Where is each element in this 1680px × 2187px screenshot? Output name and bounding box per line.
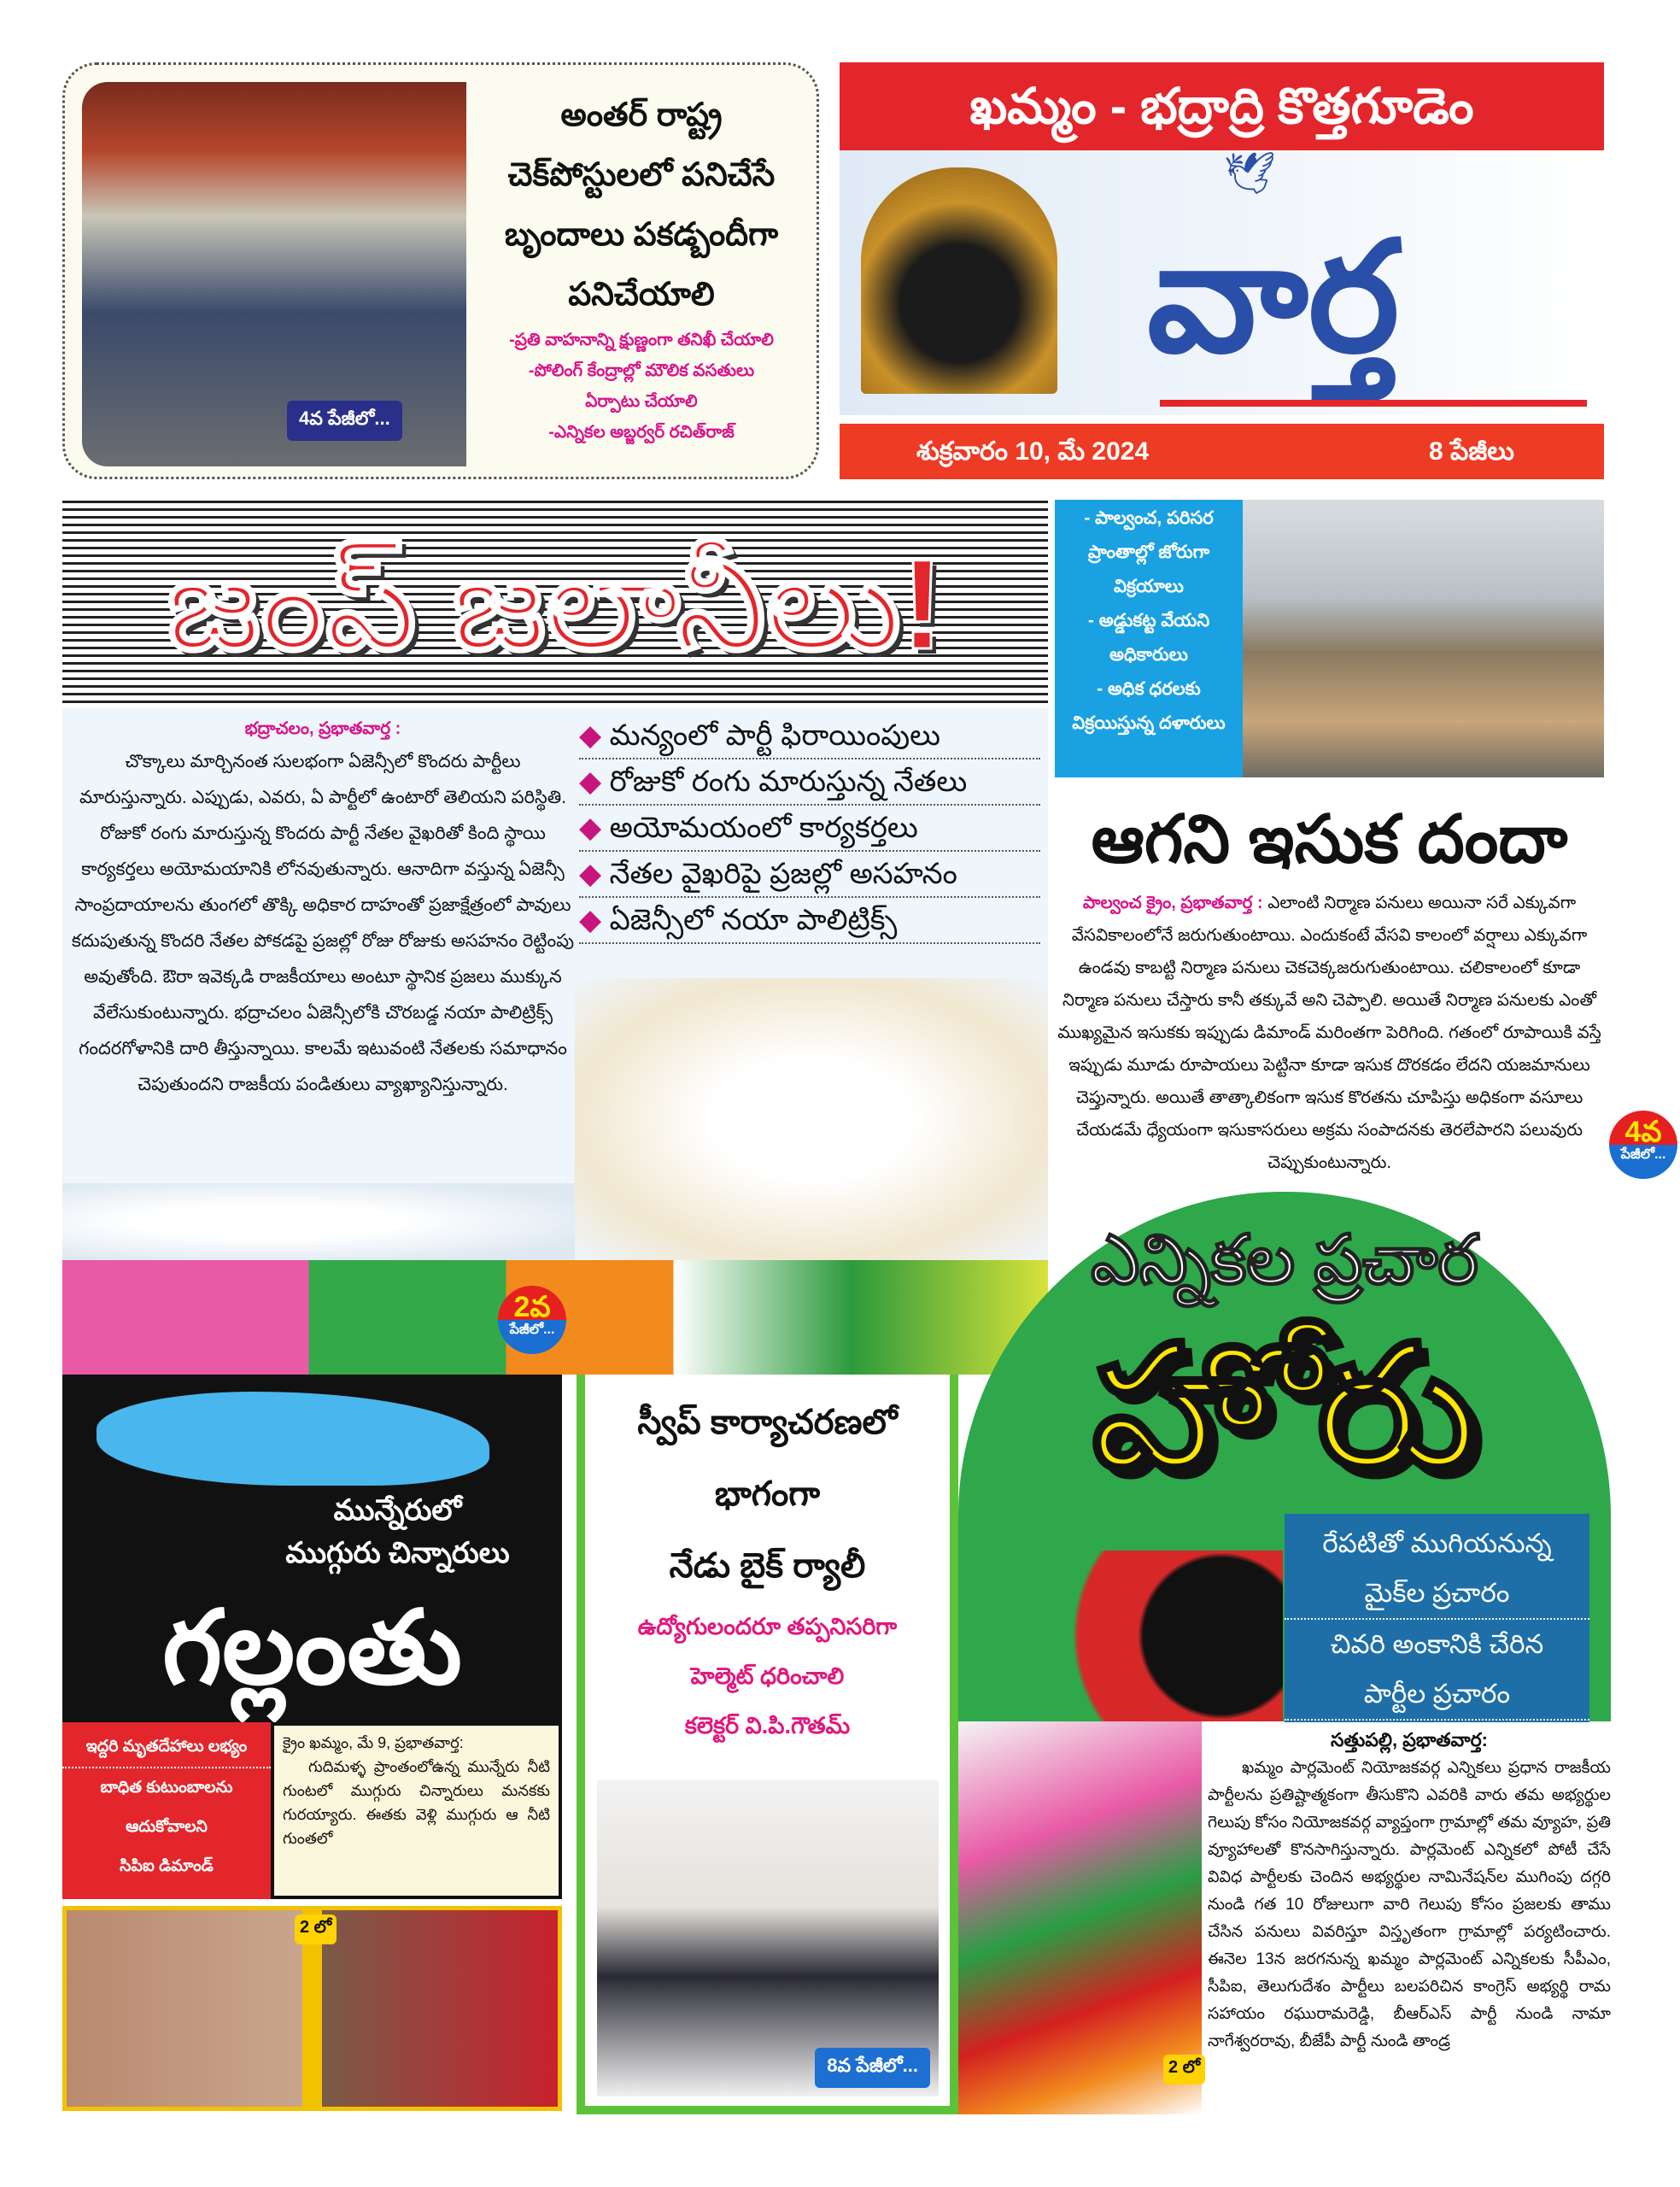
diamond-icon: ◆ [579,858,602,890]
top-story-headline-3: బృందాలు పకడ్బందీగా [504,217,779,253]
lead-body: చొక్కాలు మార్చినంత సులభంగా ఏజెన్సీలో కొందరు పార్టీలు మారుస్తున్నారు. ఎప్పుడు, ఎవరు, ఏ పార్టీలో ఉంటారో తెలియని పరిస్థితి. రోజుకో రంగు మారుస్తున్న కొందరు పార్టీ నేతల వైఖరితో కింది స్థాయి కార్యకర్తలు అయోమయానికి లోనవుతున్నారు. ఆనాదిగా వస్తున్న ఏజెన్సీ సాంప్రదాయాలను తుంగలో తొక్కి అధికార దాహంతో ప్రజాక్షేత్రంలో పావులు కదుపుతున్న కొందరి నేతల పోకడపై ప్రజల్లో రోజు రోజుకు అసహనం రెట్టింపు అవుతోంది. ఔరా ఇవెక్కడి రాజకీయాలు అంటూ స్థానిక ప్రజలు ముక్కున వేలేసుకుంటున్నారు. భద్రాచలం ఏజెన్సీలోకి చొరబడ్డ నయా పాలిట్రిక్స్ గందరగోళానికి దారి తీస్తున్నాయి. కాలమే ఇటువంటి నేతలకు సమాధానం చెపుతుందని రాజకీయ పండితులు వ్యాఖ్యానిస్తున్నారు. [71,752,575,1094]
sand-sidebar-line: విక్రయిస్తున్న దళారులు [1072,713,1226,733]
drowning-story [62,1375,562,2111]
sveep-subhead: ఉద్యోగులందరూ తప్పనిసరిగా [637,1614,898,1639]
drowning-sidebar [62,1722,271,1899]
sand-sidebar-line: ప్రాంతాల్లో జోరుగా [1087,542,1210,562]
page-count: 8 పేజీలు [1429,437,1514,466]
diamond-icon: ◆ [579,812,602,844]
sand-photo [1243,500,1604,777]
date-bar [840,424,1604,479]
continued-badge[interactable]: 2 లో [295,1914,337,1944]
megaphone-image [975,1551,1283,1721]
logo-area [840,150,1604,415]
drowning-sidebar-line: సిపిఐ డిమాండ్ [120,1857,214,1875]
top-story-bullet: -పోలింగ్ కేంద్రాల్లో మౌలిక వసతులు [528,361,755,380]
drowning-body: గుదిమళ్ళ ప్రాంతంలోఉన్న మున్నేరు నీటి గుంటలో ముగ్గురు చిన్నారులు మనకకు గురయ్యారు. ఈతకు వెళ్లి ముగ్గురు ఆ నీటి గుంతలో [283,1758,550,1847]
campaign-subhead: రేపటితో ముగియనున్న [1322,1528,1552,1558]
sand-headline: ఆగని ఇసుక దందా [1091,801,1568,877]
leaders-cartoon [62,1183,575,1260]
drowning-sidebar-line: ఇద్దరి మృతదేహాలు లభ్యం [62,1727,271,1768]
top-story-bullet: -ప్రతి వాహనాన్ని క్షుణ్ణంగా తనిఖీ చేయాలి [509,331,774,349]
logo-underline [1160,400,1587,407]
issue-date: శుక్రవారం 10, మే 2024 [916,437,1150,466]
top-story-bullet: ఏర్పాటు చేయాలి [585,392,698,411]
campaign-headline: హోరు [1092,1312,1478,1503]
continued-badge[interactable]: 4వ పేజీలో... [287,401,402,441]
sand-sidebar-line: - అడ్డుకట్ట వేయని [1087,611,1210,630]
sand-body-paragraph [1055,887,1604,1179]
sand-sidebar-line: - పాల్వంచ, పరిసర [1084,508,1214,528]
lead-bullet-text: రోజుకో రంగు మారుస్తున్న నేతలు [609,765,968,798]
lead-story [62,500,1048,1375]
lead-bullet [579,898,1040,944]
lead-bullet-text: ఏజెన్సీలో నయా పాలిట్రిక్స్ [609,904,898,936]
lead-bullet [579,759,1040,806]
lead-bullet-text: మన్యంలో పార్టీ ఫిరాయింపులు [609,719,941,752]
top-story-headline-1: అంతర్ రాష్ట్ర [560,97,723,133]
lead-bullet-text: నేతల వైఖరిపై ప్రజల్లో అసహనం [609,858,957,890]
top-story-headline-4: పనిచేయాలి [568,277,715,313]
top-story-box [62,62,819,479]
diamond-icon: ◆ [579,765,602,798]
top-story-headline-2: చెక్‌పోస్టులలో పనిచేసే [507,157,776,193]
dove-icon: 🕊 [1224,151,1276,196]
lead-bullets [579,713,1040,944]
drowning-kicker-1: మున్నేరులో [333,1494,462,1527]
drowning-kicker-2: ముగ్గురు చిన్నారులు [285,1537,510,1569]
checkpost-photo [82,82,466,466]
campaign-kicker: ఎన్నికల ప్రచార [1091,1222,1478,1298]
lead-headline-band [62,500,1048,708]
lead-dateline: భద్రాచలం, ప్రభాతవార్త : [244,719,401,738]
edition-banner: ఖమ్మం - భద్రాద్రి కొత్తగూడెం [840,62,1604,150]
campaign-subhead: చివరి అంకానికి చేరిన [1330,1629,1544,1659]
campaign-subhead: మైక్‌ల ప్రచారం [1285,1568,1589,1620]
drowning-text-box [271,1722,562,1899]
drowning-sidebar-line: ఆదుకోవాలని [126,1818,208,1836]
campaign-dateline: సత్తుపల్లి, ప్రభాతవార్త: [1331,1729,1488,1750]
drowning-header [62,1375,562,1722]
sveep-headline: స్వీప్ కార్యాచరణలో [637,1404,898,1441]
campaign-subheads [1285,1514,1589,1722]
continued-badge[interactable]: 2వ పేజీలో... [498,1286,566,1354]
diamond-icon: ◆ [579,904,602,936]
masthead [840,62,1604,479]
lead-bullet-text: అయోమయంలో కార్యకర్తలు [609,812,918,844]
continued-badge[interactable]: 4వ పేజీలో... [1609,1111,1677,1179]
deity-image [861,167,1057,394]
sveep-story [577,1375,958,2114]
drowning-headline: గల్లంతు [162,1591,462,1705]
campaign-subhead: పార్టీల ప్రచారం [1285,1669,1589,1721]
collector-photo [597,1780,939,2096]
lead-bullet [579,852,1040,898]
sand-sidebar-line: అధికారులు [1109,645,1188,665]
sand-sidebar [1055,500,1243,777]
top-story-bullet: -ఎన్నికల అబ్జర్వర్ రచిత్‌రాజ్ [548,423,735,442]
continued-badge[interactable]: 2 లో [1163,2055,1205,2084]
campaign-body: ఖమ్మం పార్లమెంట్ నియోజకవర్గ ఎన్నికలు ప్రధాన రాజకీయ పార్టీలను ప్రతిష్టాత్మకంగా తీసుకొని ఎవరికి వారు తమ అభ్యర్థుల గెలుపు కోసం నియోజకవర్గ వ్యాప్తంగా గ్రామాల్లో తమ వ్యూహ, ప్రతి వ్యూహాలతో కొనసాగిస్తున్నారు. పార్లమెంట్ ఎన్నికలో పోటీ చేసే వివిధ పార్టీలకు చెందిన అభ్యర్థుల నామినేషన్‌ల ముగింపు దగ్గరి నుండి గత 10 రోజులుగా వారి గెలుపు కోసం ప్రజలకు తాము చేసిన పనులు వివరిస్తూ విస్తృతంగా గ్రామాల్లో పర్యటించారు. ఈనెల 13న జరగనున్న ఖమ్మం పార్లమెంట్ ఎన్నికలకు సీపీఎం, సీపిఐ, తెలుగుదేశం పార్టీలు బలపరిచిన కాంగ్రెస్ అభ్యర్థి రామ సహాయం రఘురామరెడ్డి, బీఆర్ఎస్ పార్టీ నుండి నామా నాగేశ్వరరావు, బీజేపీ పార్టీ నుండి తాండ్ర [1208,1759,1611,2050]
lead-bullet [579,806,1040,852]
lead-headline: జంప్ జలానీలు! [167,532,944,676]
continued-badge[interactable]: 8వ పేజీలో... [815,2048,930,2088]
telangana-map-image [97,1392,489,1486]
sand-dateline: పాల్వంచ క్రైం, ప్రభాతవార్త : [1082,894,1263,912]
diamond-icon: ◆ [579,719,602,752]
sveep-headline: నేడు బైక్ ర్యాలీ [669,1547,866,1585]
drowning-sidebar-line: బాధిత కుటుంబాలను [100,1779,233,1797]
drowning-dateline: క్రైం ఖమ్మం, మే 9, ప్రభాతవార్త: [283,1734,464,1751]
sand-body: ఎలాంటి నిర్మాణ పనులు అయినా సరే ఎక్కువగా వేసవికాలంలోనే జరుగుతుంటాయి. ఎందుకంటే వేసవి కాలంలో వర్షాలు ఎక్కువగా ఉండవు కాబట్టి నిర్మాణ పనులు చెకచెక్కజరుగుతుంటాయి. చలికాలంలో కూడా నిర్మాణ పనులు చేస్తారు కానీ తక్కువే అని చెప్పాలి. అయితే నిర్మాణ పనులకు ఎంతో ముఖ్యమైన ఇసుకకు ఇప్పుడు డిమాండ్ మరింతగా పెరిగింది. గతంలో రూపాయికి వస్తే ఇప్పుడు మూడు రూపాయలు పెట్టినా కూడా ఇసుక దొరకడం లేదని యజమానులు చెప్తున్నారు. అయితే తాత్కాలికంగా ఇసుక కొరతను చూపిస్తు అధికంగా వసూలు చేయడమే ధ్యేయంగా ఇసుకాసరులు అక్రమ సంపాదనకు తెరలేపారని పలువురు చెప్పుకుంటున్నారు. [1057,894,1601,1172]
sveep-subhead: కలెక్టర్ వి.పి.గౌతమ్ [684,1713,851,1738]
sand-sidebar-line: - అధిక ధరలకు [1097,679,1201,699]
newspaper-logo: వార్త [1147,212,1400,384]
lead-bullet [579,713,1040,759]
sand-sidebar-line: విక్రయాలు [1114,577,1184,596]
sveep-headline: భాగంగా [714,1475,821,1513]
sveep-subhead: హెల్మెట్ ధరించాలి [690,1663,845,1689]
campaign-story [958,1192,1611,2114]
